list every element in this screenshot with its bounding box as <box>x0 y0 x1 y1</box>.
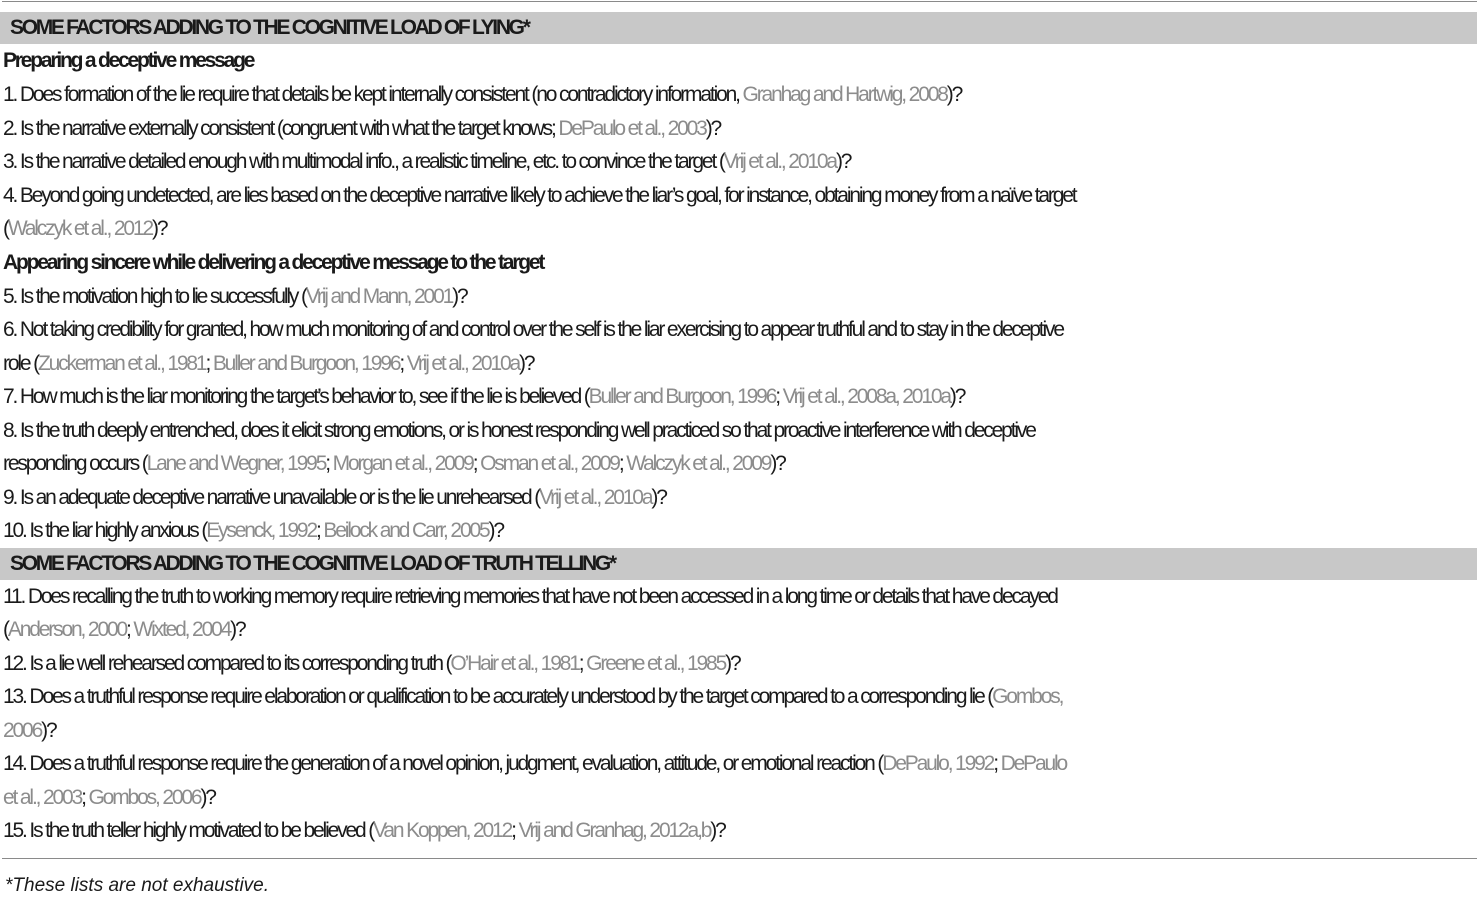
subheader-appearing: Appearing sincere while delivering a deceptive message to the target <box>3 250 544 274</box>
subheader-preparing: Preparing a deceptive message <box>3 49 254 72</box>
list-item-continuation: responding occurs (Lane and Wegner, 1995; Morgan et al., 2009; Osman et al., 2009; Walczyk et al., 2009)? <box>3 452 785 475</box>
list-item: 13. Does a truthful response require elaboration or qualification to be accurately understood by the target compared to a corresponding lie (Gombos, <box>3 685 1063 708</box>
citation-link[interactable]: Vrij et al., 2010a <box>539 485 652 509</box>
citation-link[interactable]: Lane and Wegner, 1995 <box>146 452 326 475</box>
citation-link[interactable]: Anderson, 2000 <box>7 618 127 641</box>
citation-link[interactable]: Buller and Burgoon, 1996 <box>212 351 400 375</box>
citation-link[interactable]: Vrij et al., 2010a <box>723 150 836 173</box>
list-item: 1. Does formation of the lie require that details be kept internally consistent (no contradictory information, Granhag and Hartwig, 2008)? <box>3 83 962 106</box>
list-item-continuation: (Walczyk et al., 2012)? <box>3 217 167 240</box>
list-item-continuation: 2006)? <box>3 718 56 742</box>
list-item: 10. Is the liar highly anxious (Eysenck, 1992; Beilock and Carr, 2005)? <box>3 519 503 542</box>
citation-link[interactable]: Walczyk et al., 2012 <box>7 217 152 240</box>
citation-link[interactable]: Vrij et al., 2008a, 2010a <box>782 385 950 408</box>
citation-link[interactable]: Morgan et al., 2009 <box>332 452 473 475</box>
citation-link[interactable]: et al., 2003 <box>3 785 82 809</box>
list-item: 3. Is the narrative detailed enough with multimodal info., a realistic timeline, etc. to convince the target (Vrij et al., 2010a)? <box>3 150 851 173</box>
citation-link[interactable]: DePaulo, 1992 <box>882 752 994 775</box>
citation-link[interactable]: Wixted, 2004 <box>133 618 231 641</box>
citation-link[interactable]: Osman et al., 2009 <box>480 452 619 475</box>
citation-link[interactable]: Vrij and Granhag, 2012a,b <box>518 819 711 842</box>
list-item: 4. Beyond going undetected, are lies based on the deceptive narrative likely to achieve the liar’s goal, for instance, obtaining money from a naïve target <box>3 183 1076 207</box>
list-item: 7. How much is the liar monitoring the target’s behavior to, see if the lie is believed (Buller and Burgoon, 1996; Vrij et al., 2008a, 2010a)? <box>3 385 965 408</box>
list-item: 11. Does recalling the truth to working memory require retrieving memories that have not been accessed in a long time or details that have decayed <box>3 584 1057 608</box>
citation-link[interactable]: DePaulo et al., 2003 <box>558 116 706 140</box>
list-item-continuation: et al., 2003; Gombos, 2006)? <box>3 785 215 809</box>
citation-link[interactable]: Zuckerman et al., 1981 <box>37 351 206 375</box>
list-item: 15. Is the truth teller highly motivated to be believed (Van Koppen, 2012; Vrij and Granhag, 2012a,b)? <box>3 819 725 842</box>
list-item-continuation: (Anderson, 2000; Wixted, 2004)? <box>3 618 245 641</box>
citation-link[interactable]: 2006 <box>3 718 42 742</box>
citation-link[interactable]: DePaulo <box>1000 752 1067 775</box>
list-item: 5. Is the motivation high to lie successfully (Vrij and Mann, 2001)? <box>3 284 467 308</box>
list-item: 9. Is an adequate deceptive narrative unavailable or is the lie unrehearsed (Vrij et al., 2010a)? <box>3 485 666 509</box>
list-item: 12. Is a lie well rehearsed compared to its corresponding truth (O’Hair et al., 1981; Greene et al., 1985)? <box>3 651 740 675</box>
citation-link[interactable]: Granhag and Hartwig, 2008 <box>742 83 947 106</box>
section-header-truth: SOME FACTORS ADDING TO THE COGNITIVE LOAD OF TRUTH TELLING* <box>0 548 1477 580</box>
list-item: 14. Does a truthful response require the generation of a novel opinion, judgment, evaluation, attitude, or emotional reaction (DePaulo, 1992; DePaulo <box>3 752 1067 775</box>
citation-link[interactable]: O’Hair et al., 1981 <box>450 651 579 675</box>
citation-link[interactable]: Gombos, <box>992 685 1063 708</box>
list-item: 2. Is the narrative externally consistent (congruent with what the target knows; DePaulo et al., 2003)? <box>3 116 721 140</box>
citation-link[interactable]: Buller and Burgoon, 1996 <box>588 385 776 408</box>
citation-link[interactable]: Walczyk et al., 2009 <box>626 452 771 475</box>
section-header-lying: SOME FACTORS ADDING TO THE COGNITIVE LOAD OF LYING* <box>0 12 1477 44</box>
citation-link[interactable]: Gombos, 2006 <box>88 785 201 809</box>
citation-link[interactable]: Eysenck, 1992 <box>206 519 316 542</box>
list-item-continuation: role (Zuckerman et al., 1981; Buller and Burgoon, 1996; Vrij et al., 2010a)? <box>3 351 534 375</box>
citation-link[interactable]: Greene et al., 1985 <box>586 651 726 675</box>
list-item: 6. Not taking credibility for granted, how much monitoring of and control over the self is the liar exercising to appear truthful and to stay in the deceptive <box>3 318 1063 341</box>
bottom-rule <box>2 858 1477 859</box>
citation-link[interactable]: Vrij and Mann, 2001 <box>305 284 453 308</box>
citation-link[interactable]: Vrij et al., 2010a <box>406 351 520 375</box>
table-footnote: *These lists are not exhaustive. <box>5 874 270 896</box>
list-item: 8. Is the truth deeply entrenched, does it elicit strong emotions, or is honest responding well practiced so that proactive interference with deceptive <box>3 418 1035 442</box>
citation-link[interactable]: Van Koppen, 2012 <box>373 819 512 842</box>
citation-link[interactable]: Beilock and Carr, 2005 <box>323 519 489 542</box>
top-rule <box>2 1 1477 2</box>
